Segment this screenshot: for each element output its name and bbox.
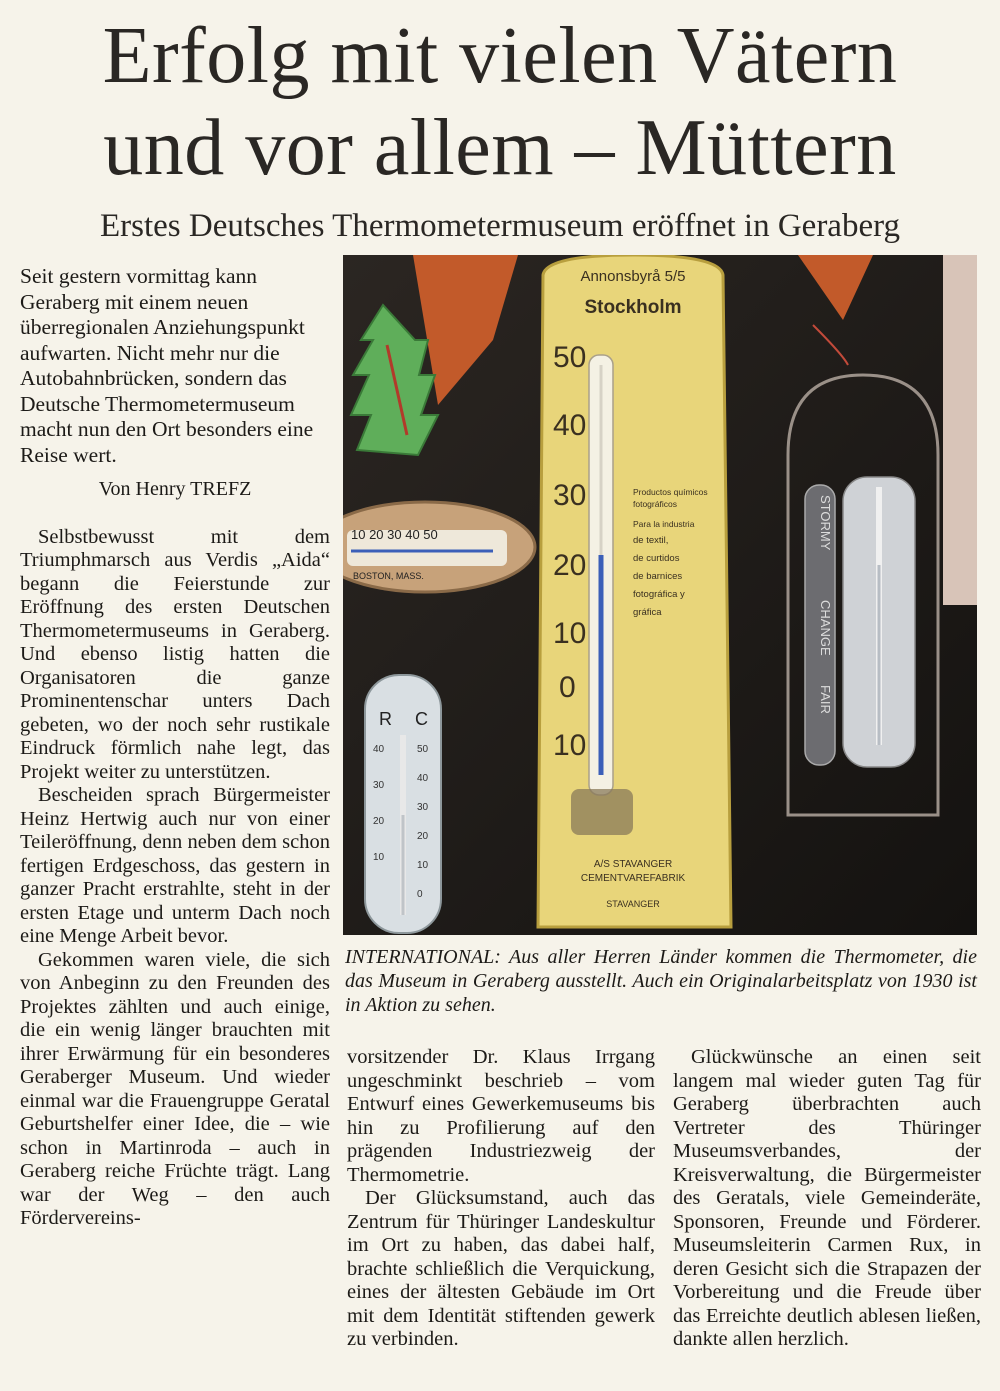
column-3 (673, 1046, 981, 1352)
rc-scale-r-label: 40 (373, 744, 385, 755)
oval-scale-label: 10 20 30 40 50 (351, 527, 438, 542)
column-2 (347, 1046, 655, 1352)
rc-letter-c: C (415, 709, 428, 729)
card-scale-label: 20 (553, 549, 587, 582)
card-scale-label: 50 (553, 341, 587, 374)
rc-scale-c-label: 30 (417, 802, 429, 813)
photo-caption: INTERNATIONAL: Aus aller Herren Länder kommen die Thermometer, die das Museum in Geraberg ausstellt. Auch ein Originalarbeitsplatz von 1930 ist in Aktion zu sehen. (345, 946, 977, 1016)
stockholm-card-thermometer (538, 255, 731, 927)
lead-paragraph: Seit gestern vormittag kann Geraberg mit einem neuen überregionalen Anziehungspunkt aufwarten. Nicht mehr nur die Autobahnbrücken, sondern das Deutsche Thermometermuseum macht nun den Ort besonders eine Reise wert. (20, 264, 314, 467)
photo-thermometers (343, 255, 977, 935)
card-text-line: de curtidos (633, 553, 680, 564)
card-footer-line: A/S STAVANGER (593, 859, 673, 870)
baro-word: CHANGE (818, 600, 833, 656)
oval-maker-label: BOSTON, MASS. (353, 571, 424, 581)
column-1 (20, 264, 330, 1231)
card-text-line: gráfica (633, 607, 662, 618)
rc-scale-r-label: 30 (373, 780, 385, 791)
card-scale-label: 30 (553, 479, 587, 512)
rc-scale-c-label: 50 (417, 744, 429, 755)
subheadline: Erstes Deutsches Thermometermuseum eröffnet in Geraberg (100, 208, 900, 244)
baro-word: STORMY (818, 495, 833, 551)
rc-scale-c-label: 40 (417, 773, 429, 784)
card-footer-line: STAVANGER (606, 899, 660, 909)
rc-scale-c-label: 10 (417, 860, 429, 871)
body-paragraph: Gekommen waren viele, die sich von Anbeginn zu den Freunden des Projektes zählten und auch einige, die ein wenig länger brauchten mit ihrer Erwärmung für ein besonderes Geraberger Museum. Und wieder einmal war die Frauengruppe Geratal Geburtshelfer einer Idee, die – wie schon in Martinroda – auch in Geraberg reiche Früchte trägt. Lang war der Weg – den auch Fördervereins- (20, 948, 330, 1229)
card-scale-label: 10 (553, 617, 587, 650)
baro-word: FAIR (818, 685, 833, 714)
headline (0, 10, 1000, 194)
body-paragraph: Selbstbewusst mit dem Triumphmarsch aus Verdis „Aida“ begann die Feierstunde zur Eröffnung des ersten Deutschen Thermometermuseums in Geraberg. Und ebenso listig hatten die Organisatoren die ganze Prominentenschar unters Dach gebeten, wo der noch sehr rustikale Eindruck förmlich nahe legt, das Projekt weiter zu unterstützen. (20, 525, 330, 783)
small-rc-thermometer (365, 675, 441, 933)
card-text-line: Para la industria (633, 519, 695, 529)
headline-line-2: und vor allem – Müttern (103, 104, 897, 192)
rc-letter-r: R (379, 709, 392, 729)
body-paragraph: Bescheiden sprach Bürgermeister Heinz Hertwig auch nur von einer Teileröffnung, denn neben dem schon fertigen Erdgeschoss, das gestern in ganzer Pracht erstrahlte, steht in der ersten Etage und unterm Dach noch eine Menge Arbeit bevor. (20, 784, 330, 947)
rc-scale-c-label: 20 (417, 831, 429, 842)
card-text-line: de textil, (633, 535, 669, 546)
edge-thermometer (943, 255, 977, 605)
photo-illustration (343, 255, 977, 935)
card-scale-label: 40 (553, 409, 587, 442)
card-text-line: fotográfica y (633, 589, 685, 600)
card-text-line: fotográficos (633, 499, 677, 509)
card-footer-line: CEMENTVAREFABRIK (580, 873, 686, 884)
card-brand: Annonsbyrå 5/5 (580, 268, 686, 285)
rc-scale-c-label: 0 (417, 889, 423, 900)
headline-line-1: Erfolg mit vielen Vätern (102, 12, 898, 100)
body-paragraph: vorsitzender Dr. Klaus Irrgang ungeschminkt beschrieb – vom Entwurf eines Gewerkemuseums bis hin zu Profilierung auf den prägenden Industriezweig der Thermometrie. (347, 1046, 655, 1186)
card-text-line: de barnices (633, 571, 683, 582)
rc-scale-r-label: 10 (373, 852, 385, 863)
oval-thermometer (343, 502, 535, 592)
card-city: Stockholm (584, 297, 682, 318)
body-paragraph: Glückwünsche an einen seit langem mal wieder guten Tag für Geraberg überbrachten auch Vertreter des Thüringer Museumsverbandes, der Kreisverwaltung, die Bürgermeister des Geratals, viele Gemeinderäte, Sponsoren, Freunde und Förderer. Museumsleiterin Carmen Rux, in deren Gesicht sich die Strapazen der Vorbereitung und die Freude über das Erreichte deutlich ablesen ließen, dankte allen herzlich. (673, 1046, 981, 1350)
body-paragraph: Der Glücksumstand, auch das Zentrum für Thüringer Landeskultur im Ort zu haben, das dabei half, brachte schließlich die Verquickung, eines der ältesten Gebäude im Ort mit dem Identität stiftenden gewerk zu verbinden. (347, 1187, 655, 1350)
card-scale-label: 10 (553, 729, 587, 762)
rc-scale-r-label: 20 (373, 816, 385, 827)
byline: Von Henry TREFZ (98, 478, 252, 500)
card-text-line: Productos químicos (633, 487, 708, 497)
card-scale-label: 0 (559, 671, 576, 704)
